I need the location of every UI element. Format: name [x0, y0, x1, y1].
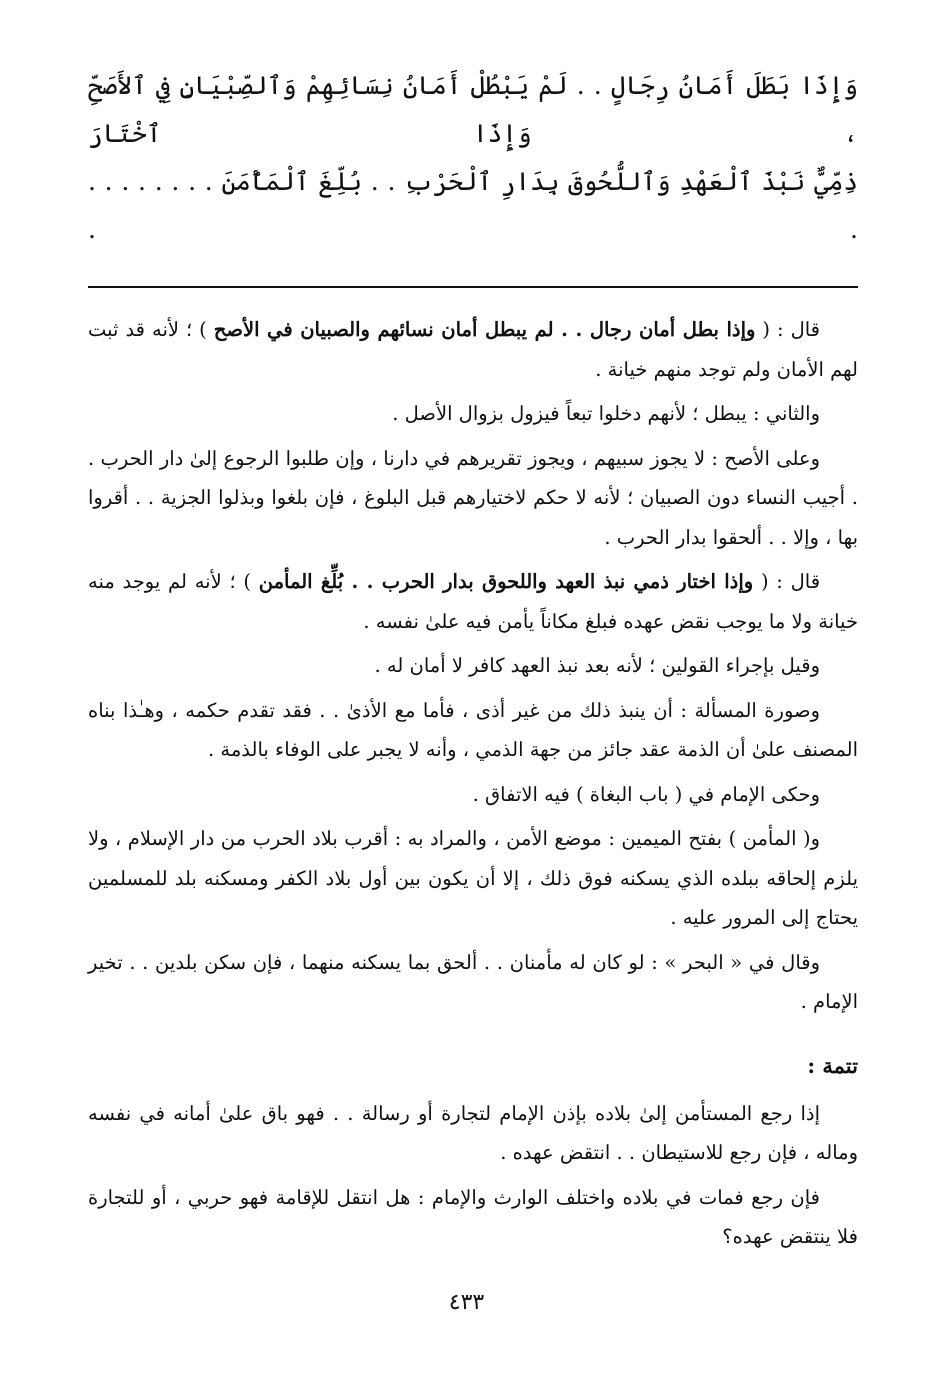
quote-explanation: ) ؛ لأنه قد ثبت لهم الأمان ولم توجد منهم خيانة .: [88, 318, 858, 381]
quote-open: قال : (: [762, 318, 821, 341]
commentary-paragraph-7: وحكى الإمام في ( باب البغاة ) فيه الاتفاق .: [472, 782, 820, 806]
matn-text-1: وَإِذَا بَطَلَ أَمَانُ رِجَالٍ . . لَمْ يَبْطُلْ أَمَانُ نِسَائِهِمْ وَٱلصِّبْيَانِ فِي ٱلأَصَحِّ ، وَإِذَا ٱخْتَارَ: [88, 71, 858, 148]
page-body: [88, 62, 858, 1262]
page-number: ٤٣٣: [448, 1290, 485, 1315]
commentary-paragraph-2: والثاني : يبطل ؛ لأنهم دخلوا تبعاً فيزول بزوال الأصل .: [392, 402, 820, 425]
commentary-paragraph-6: وصورة المسألة : أن ينبذ ذلك من غير أذى ، فأما مع الأذىٰ . . فقد تقدم حكمه ، وهـٰذا بناه المصنف علىٰ أن الذمة عقد جائز من جهة الذمي ، وأنه لا يجبر على الوفاء بالذمة .: [88, 698, 858, 761]
matn-line-1: [88, 62, 858, 158]
quote-open: قال : (: [760, 570, 821, 593]
quote-explanation: ) ؛ لأنه لم يوجد منه خيانة ولا ما يوجب نقض عهده فبلغ مكاناً يأمن فيه علىٰ نفسه .: [88, 570, 858, 633]
matn-line-2: [88, 158, 858, 254]
quoted-matn: وإذا اختار ذمي نبذ العهد واللحوق بدار الحرب . . بُلِّغ المأمن: [258, 570, 754, 593]
tatimma-paragraph-1: إذا رجع المستأمن إلىٰ بلاده بإذن الإمام لتجارة أو رسالة . . فهو باق علىٰ أمانه في نفسه وماله ، فإن رجع للاستيطان . . انتقض عهده .: [88, 1101, 858, 1164]
commentary-paragraph-1: [88, 310, 858, 389]
tatimma-paragraph-2: فإن رجع فمات في بلاده واختلف الوارث والإمام : هل انتقل للإقامة فهو حربي ، أو للتجارة فلا ينتقض عهده؟: [88, 1185, 858, 1248]
commentary-paragraph-3: وعلى الأصح : لا يجوز سبيهم ، ويجوز تقريرهم في دارنا ، وإن طلبوا الرجوع إلىٰ دار الحرب . . أجيب النساء دون الصبيان ؛ لأنه لا حكم لاختيارهم قبل البلوغ ، فإن بلغوا وبذلوا الجزية . . أقروا بها ، وإلا . . ألحقوا بدار الحرب .: [88, 446, 858, 549]
commentary-paragraph-8: و( المأمن ) بفتح الميمين : موضع الأمن ، والمراد به : أقرب بلاد الحرب من دار الإسلام ، ولا يلزم إلحاقه ببلده الذي يسكنه فوق ذلك ، إلا أن يكون بين أول بلاد الكفر ومسكنه بلد للمسلمين يحتاج إلى المرور عليه .: [88, 827, 858, 929]
commentary-paragraph-4: [88, 562, 858, 641]
matn-dots: . . . . . . . . . .: [88, 167, 858, 244]
commentary-paragraph-9: وقال في « البحر » : لو كان له مأمنان . . ألحق بما يسكنه منهما ، فإن سكن بلدين . . تخير الإمام .: [88, 950, 858, 1013]
tatimma-heading: تتمة :: [807, 1052, 858, 1078]
separator-rule: [88, 286, 858, 288]
quoted-matn: وإذا بطل أمان رجال . . لم يبطل أمان نسائهم والصبيان في الأصح: [213, 318, 756, 341]
matn-text-2: ذِمِّيٌّ نَبْذَ ٱلْعَهْدِ وَٱللُّحُوقَ بِدَارِ ٱلْحَرْبِ . . بُلِّغَ ٱلْمَأْمَنَ: [221, 167, 858, 196]
commentary-paragraph-5: وقيل بإجراء القولين ؛ لأنه بعد نبذ العهد كافر لا أمان له .: [374, 654, 820, 677]
